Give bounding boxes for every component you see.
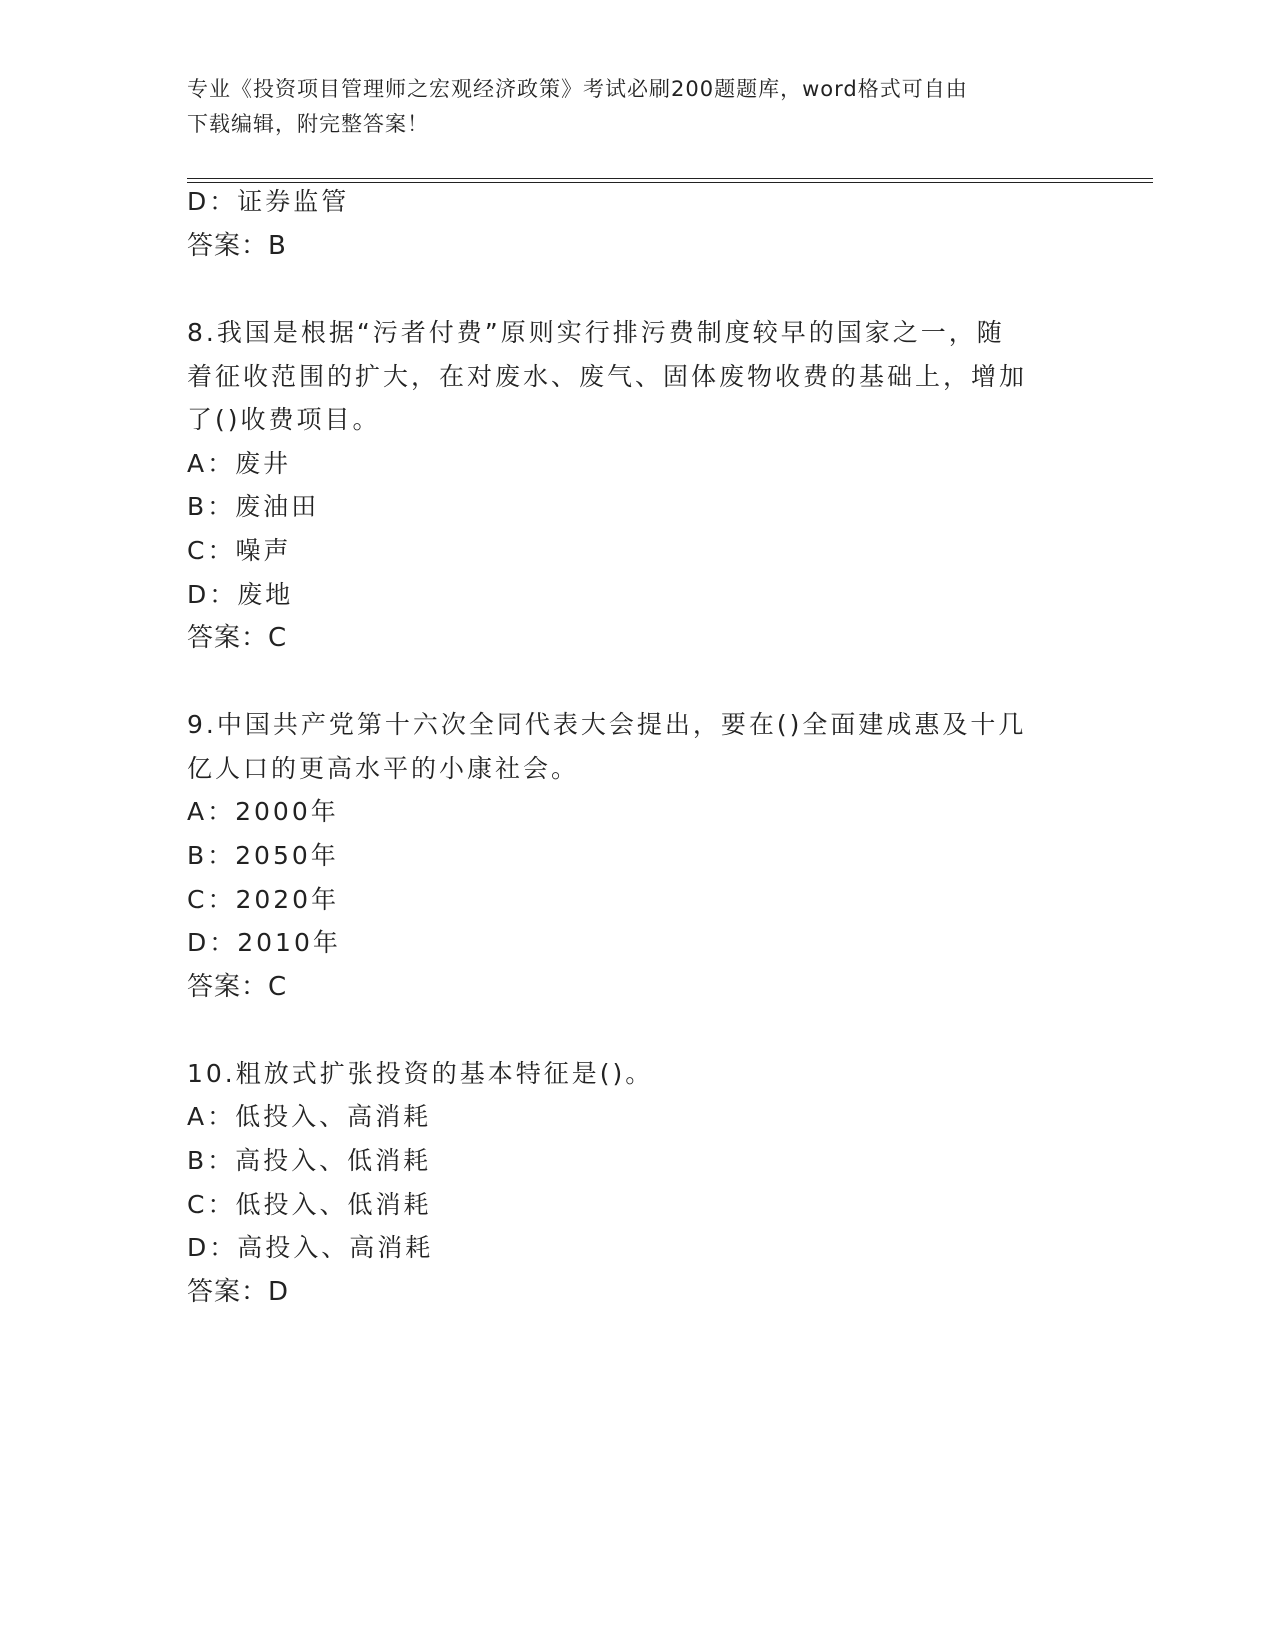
question-8-line-3: 了()收费项目。 bbox=[187, 405, 381, 434]
question-9-option-c: C：2020年 bbox=[187, 885, 340, 914]
question-8-answer: 答案：C bbox=[187, 623, 288, 653]
question-8-option-a: A：废井 bbox=[187, 449, 292, 478]
question-10-line-1: 10.粗放式扩张投资的基本特征是()。 bbox=[187, 1059, 654, 1088]
question-10-answer: 答案：D bbox=[187, 1277, 290, 1307]
question-9-option-b: B：2050年 bbox=[187, 841, 339, 870]
question-8-option-d: D：废地 bbox=[187, 580, 294, 609]
document-header bbox=[187, 72, 1067, 142]
question-8-line-1: 8.我国是根据“污者付费”原则实行排污费制度较早的国家之一，随 bbox=[187, 318, 1005, 347]
question-8-option-b: B：废油田 bbox=[187, 492, 320, 521]
header-line-2: 下载编辑，附完整答案！ bbox=[187, 112, 429, 136]
question-8-line-2: 着征收范围的扩大，在对废水、废气、固体废物收费的基础上，增加 bbox=[187, 362, 1028, 391]
question-10-option-c: C：低投入、低消耗 bbox=[187, 1190, 432, 1219]
header-divider-bottom bbox=[187, 182, 1153, 183]
question-9-line-2: 亿人口的更高水平的小康社会。 bbox=[187, 754, 580, 783]
question-9-answer: 答案：C bbox=[187, 972, 288, 1002]
question-10-option-a: A：低投入、高消耗 bbox=[187, 1102, 432, 1131]
prev-answer: 答案：B bbox=[187, 231, 287, 261]
question-9-line-1: 9.中国共产党第十六次全同代表大会提出，要在()全面建成惠及十几 bbox=[187, 710, 1027, 739]
question-10-option-b: B：高投入、低消耗 bbox=[187, 1146, 432, 1175]
question-8-option-c: C：噪声 bbox=[187, 536, 292, 565]
prev-option-d: D：证券监管 bbox=[187, 187, 350, 216]
question-9-option-a: A：2000年 bbox=[187, 797, 339, 826]
header-line-1: 专业《投资项目管理师之宏观经济政策》考试必刷200题题库，word格式可自由 bbox=[187, 77, 968, 101]
question-9-option-d: D：2010年 bbox=[187, 928, 341, 957]
header-divider-top bbox=[187, 178, 1153, 179]
question-10-option-d: D：高投入、高消耗 bbox=[187, 1233, 434, 1262]
